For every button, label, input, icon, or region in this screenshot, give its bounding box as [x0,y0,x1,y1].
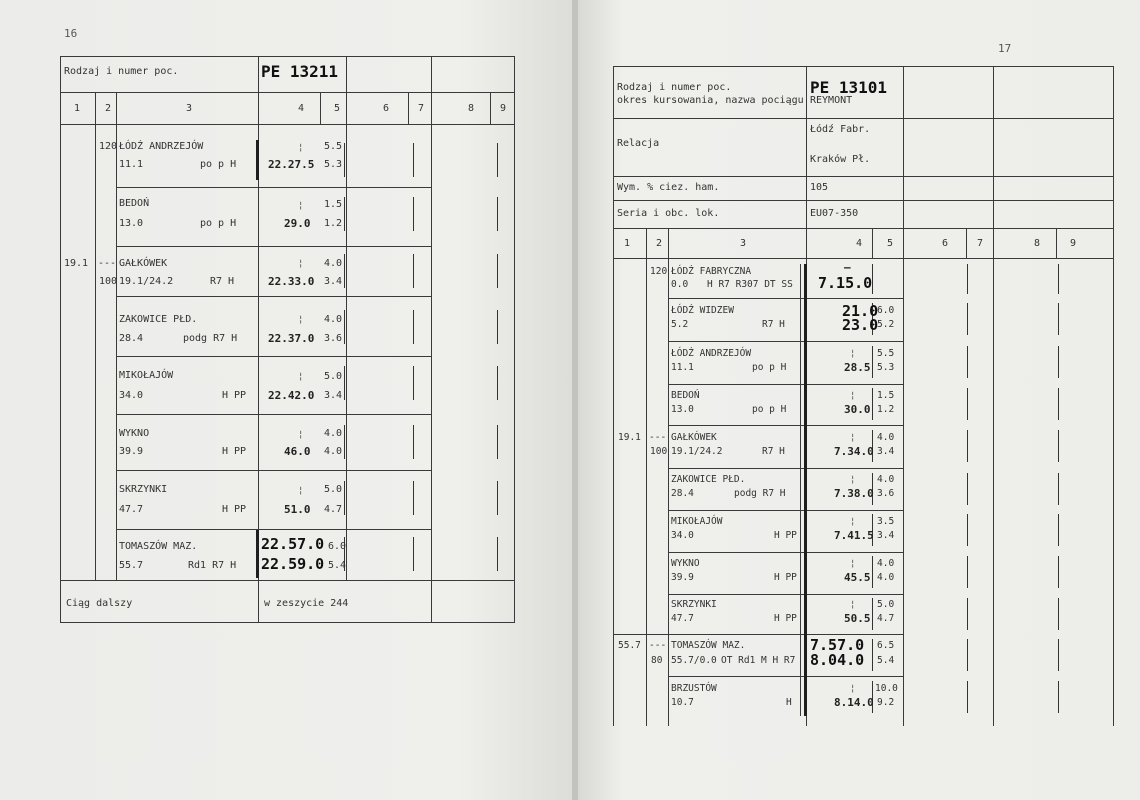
run-a: 4.0 [877,474,895,485]
wym-value: 105 [810,182,829,193]
station-rules: po p H [200,159,237,170]
table-bottom-border [60,580,515,581]
run-b: 3.4 [877,530,895,541]
bracket [872,556,873,588]
station-km: 55.7/0.0 [671,655,717,666]
col-divider-3 [116,92,117,580]
station-name: ŁÓDŹ ANDRZEJÓW [671,348,752,359]
time-departure: 23.0 [842,316,879,334]
time: 22.37.0 [268,332,315,345]
col-number: 2 [105,103,112,114]
station-name: TOMASZÓW MAZ. [671,640,746,651]
bracket [413,425,414,459]
station-rules: Rd1 R7 H [188,560,237,571]
line-code: 100 [650,446,668,457]
run-a: 6.0 [328,541,347,552]
tick-mark: ¦ [298,372,304,382]
bracket [497,254,498,288]
continued-label: Ciąg dalszy [66,598,133,609]
relacja-to: Kraków Pł. [810,154,871,165]
bracket [497,197,498,231]
col-number: 1 [624,238,631,249]
tick-mark: ¦ [850,684,856,694]
row-divider [668,510,903,511]
col-number: 3 [740,238,747,249]
col-divider-9 [1056,228,1057,258]
col-divider-5 [872,228,873,258]
station-name: BRZUSTÓW [671,683,717,694]
bracket [344,425,345,459]
bracket [344,481,345,515]
bracket [497,143,498,177]
continued-ref: w zeszycie 244 [264,598,349,609]
bracket [497,425,498,459]
run-a: 5.0 [324,371,343,382]
col-number: 5 [887,238,894,249]
bracket [413,197,414,231]
header-divider [60,92,515,93]
run-b: 9.2 [877,697,895,708]
row-divider [668,425,903,426]
station-rules: H PP [222,446,247,457]
run-a: 6.0 [877,305,895,316]
header-divider [613,118,1113,119]
station-name: GAŁKÓWEK [119,258,168,269]
run-a: 4.0 [324,428,343,439]
train-name: REYMONT [810,95,853,106]
header-sublabel: okres kursowania, nazwa pociągu [617,95,804,106]
table-right-border [1113,66,1114,726]
station-rules: podg R7 H [734,488,786,499]
col-number: 3 [186,103,193,114]
table-right-border [514,56,515,622]
tick-mark: ¦ [850,391,856,401]
station-km: 19.1/24.2 [119,276,174,287]
col-number: 1 [74,103,81,114]
run-b: 4.0 [877,572,895,583]
run-a: 1.5 [877,390,895,401]
col-number: 4 [298,103,305,114]
run-b: 4.0 [324,446,343,457]
time: 7.41.5 [834,529,874,542]
row-divider [668,594,903,595]
station-name: BEDOŃ [119,198,150,209]
col-number: 6 [383,103,390,114]
line-code: --- [649,432,667,443]
time: 22.42.0 [268,389,315,402]
bracket [1058,681,1059,713]
row-divider [668,468,903,469]
run-b: 3.4 [324,390,343,401]
run-bar [256,140,259,180]
time: 7.34.0 [834,445,874,458]
station-rules: po p H [752,404,787,415]
station-rules: H PP [774,572,797,583]
station-name: WYKNO [119,428,150,439]
colnum-divider [60,124,515,125]
bracket [1058,514,1059,546]
run-b: 3.6 [877,488,895,499]
col-divider-5 [320,92,321,124]
bracket [344,366,345,400]
station-rules: H PP [222,504,247,515]
bracket [872,388,873,420]
time-arrival: 7.57.0 [810,636,865,654]
bracket [497,481,498,515]
row-divider [116,296,431,297]
col-divider-8 [993,66,994,726]
time-departure: 7.15.0 [818,274,873,292]
station-name: ZAKOWICE PŁD. [671,474,746,485]
col-divider-7 [966,228,967,258]
station-km: 28.4 [671,488,694,499]
station-rules: H PP [222,390,247,401]
row-divider [116,187,431,188]
line-code: 100 [99,276,118,287]
col-divider-9 [490,92,491,124]
station-name: ZAKOWICE PŁD. [119,314,198,325]
run-b: 3.6 [324,333,343,344]
run-b: 5.2 [877,319,895,330]
bracket [967,514,968,546]
station-rules: H PP [774,530,797,541]
col-divider-8 [431,56,432,622]
run-b: 1.2 [324,218,343,229]
bracket [967,388,968,420]
station-km: 13.0 [671,404,694,415]
col-divider-6 [903,66,904,726]
run-b: 5.3 [877,362,895,373]
run-a: 3.5 [877,516,895,527]
station-km: 28.4 [119,333,144,344]
col-divider-3 [668,228,669,726]
col-number: 6 [942,238,949,249]
station-rules: H R7 R307 DT SS [707,279,793,290]
bracket [967,346,968,378]
station-km: 11.1 [119,159,144,170]
station-km: 55.7 [119,560,144,571]
station-rules: OT Rd1 M H R7 [721,655,796,666]
km-prefix: 19.1 [618,432,641,443]
bracket [1058,598,1059,630]
bracket [1058,264,1059,294]
run-a: 5.0 [877,599,895,610]
bracket [967,264,968,294]
row-divider [116,414,431,415]
tick-mark: ¦ [298,259,304,269]
run-b: 5.4 [877,655,895,666]
line-code: --- [649,640,667,651]
time: 7.38.0 [834,487,874,500]
bracket [413,254,414,288]
bracket [497,366,498,400]
time: 29.0 [284,217,311,230]
row-divider [668,384,903,385]
row-divider [613,634,903,635]
line-code: 80 [651,655,663,666]
line-code: --- [98,258,117,269]
tick-mark: ¦ [850,517,856,527]
station-name: MIKOŁAJÓW [119,370,174,381]
table-left-border [60,56,61,622]
header-divider [613,176,1113,177]
header-label: Rodzaj i numer poc. [64,66,179,77]
time-arrival: 21.0 [842,302,879,320]
right-page [578,0,1140,800]
station-km: 19.1/24.2 [671,446,723,457]
bracket [344,197,345,231]
bracket [344,310,345,344]
station-rules: R7 H [762,319,785,330]
run-a: 5.5 [877,348,895,359]
bracket [344,254,345,288]
footer-bracket [60,596,61,612]
station-rules: podg R7 H [183,333,238,344]
header-label: Rodzaj i numer poc. [617,82,732,93]
run-a: 6.5 [877,640,895,651]
tick-mark: ¦ [850,349,856,359]
bracket [344,143,345,177]
run-b: 5.3 [324,159,343,170]
run-b: 3.4 [877,446,895,457]
header-divider [613,200,1113,201]
time: 51.0 [284,503,311,516]
station-km: 11.1 [671,362,694,373]
header-divider [613,228,1113,229]
run-bar [804,264,807,716]
run-a: 4.0 [324,314,343,325]
station-rules: R7 H [762,446,785,457]
row-divider [668,341,903,342]
time: 8.14.0 [834,696,874,709]
station-name: SKRZYNKI [119,484,168,495]
bracket [1058,346,1059,378]
row-divider [116,470,431,471]
row-divider [116,356,431,357]
time-arrival: 22.57.0 [261,535,325,553]
time: 30.0 [844,403,871,416]
bracket [1058,473,1059,505]
run-a: 4.0 [324,258,343,269]
station-name: WYKNO [671,558,700,569]
station-km: 5.2 [671,319,689,330]
row-divider [668,676,903,677]
station-name: ŁÓDŹ ANDRZEJÓW [119,141,204,152]
run-a: 5.5 [324,141,343,152]
tick-mark: ¦ [850,433,856,443]
run-b: 5.4 [328,560,347,571]
col-number: 8 [1034,238,1041,249]
col-number: 7 [977,238,984,249]
page-number: 17 [998,42,1012,55]
col-divider-2 [646,228,647,726]
run-bar [256,530,259,578]
time-arrival: — [844,261,851,274]
tick-mark: ¦ [850,559,856,569]
station-rules: po p H [752,362,787,373]
run-a: 4.0 [877,432,895,443]
run-b: 1.2 [877,404,895,415]
station-km: 0.0 [671,279,689,290]
station-km: 47.7 [119,504,144,515]
bracket [497,537,498,571]
station-name: TOMASZÓW MAZ. [119,541,198,552]
station-rules: H [786,697,792,708]
bracket [1058,388,1059,420]
train-number: PE 13211 [261,62,339,81]
time-departure: 22.59.0 [261,555,325,573]
bracket [967,430,968,462]
row-divider [668,298,903,299]
tick-mark: ¦ [298,430,304,440]
seria-label: Seria i obc. lok. [617,208,720,219]
row-divider [668,552,903,553]
station-km: 10.7 [671,697,694,708]
time: 22.27.5 [268,158,315,171]
seria-value: EU07-350 [810,208,859,219]
station-name: GAŁKÓWEK [671,432,717,443]
station-name: MIKOŁAJÓW [671,516,723,527]
station-km: 13.0 [119,218,144,229]
km-prefix: 19.1 [64,258,89,269]
line-code: 120 [650,266,668,277]
col-divider-6 [346,92,347,580]
col-divider-2 [95,92,96,580]
station-name: ŁÓDŹ WIDZEW [671,305,734,316]
station-name: ŁÓDŹ FABRYCZNA [671,266,752,277]
bracket [872,598,873,630]
col-divider-7 [408,92,409,124]
station-rules: R7 H [210,276,235,287]
run-a: 10.0 [875,683,898,694]
bracket [413,143,414,177]
bracket [872,639,873,671]
bracket [967,681,968,713]
km-prefix: 55.7 [618,640,641,651]
bracket [413,310,414,344]
station-name: BEDOŃ [671,390,700,401]
tick-mark: ¦ [298,315,304,325]
run-b: 4.7 [324,504,343,515]
table-top-border [613,66,1113,67]
bracket [967,303,968,335]
run-b: 4.7 [877,613,895,624]
col-number: 2 [656,238,663,249]
colnum-divider [613,258,1113,259]
row-divider [116,529,431,530]
time-departure: 8.04.0 [810,651,865,669]
bracket [967,556,968,588]
station-km: 39.9 [671,572,694,583]
bracket [413,481,414,515]
col-number: 4 [856,238,863,249]
tick-mark: ¦ [298,486,304,496]
run-a: 4.0 [877,558,895,569]
wym-label: Wym. % ciez. ham. [617,182,720,193]
table-top-border [60,56,515,57]
time: 45.5 [844,571,871,584]
run-a: 5.0 [324,484,343,495]
col-number: 8 [468,103,475,114]
bracket [1058,556,1059,588]
bracket [413,366,414,400]
col-number: 5 [334,103,341,114]
col-number: 7 [418,103,425,114]
bracket [413,537,414,571]
bracket [967,473,968,505]
table-left-border [613,66,614,726]
run-b: 3.4 [324,276,343,287]
tick-mark: ¦ [850,600,856,610]
col-number: 9 [500,103,507,114]
station-name: SKRZYNKI [671,599,717,610]
station-km: 34.0 [671,530,694,541]
station-rules: po p H [200,218,237,229]
bracket [967,598,968,630]
bracket [1058,303,1059,335]
time: 46.0 [284,445,311,458]
relacja-label: Relacja [617,138,660,149]
train-number: PE 13101 [810,78,888,97]
row-divider [116,246,431,247]
bracket [1058,430,1059,462]
time: 22.33.0 [268,275,315,288]
footer-bottom-border [60,622,515,623]
tick-mark: ¦ [850,475,856,485]
relacja-from: Łódź Fabr. [810,124,871,135]
col-number: 9 [1070,238,1077,249]
station-km: 47.7 [671,613,694,624]
station-km: 34.0 [119,390,144,401]
bracket [1058,639,1059,671]
line-code: 120 [99,141,118,152]
time: 28.5 [844,361,871,374]
bracket [967,639,968,671]
run-bar-thin [800,264,801,716]
station-rules: H PP [774,613,797,624]
tick-mark: ¦ [298,143,304,153]
bracket [872,346,873,378]
page-number: 16 [64,27,78,40]
time: 50.5 [844,612,871,625]
station-km: 39.9 [119,446,144,457]
tick-mark: ¦ [298,201,304,211]
run-a: 1.5 [324,199,343,210]
bracket [497,310,498,344]
